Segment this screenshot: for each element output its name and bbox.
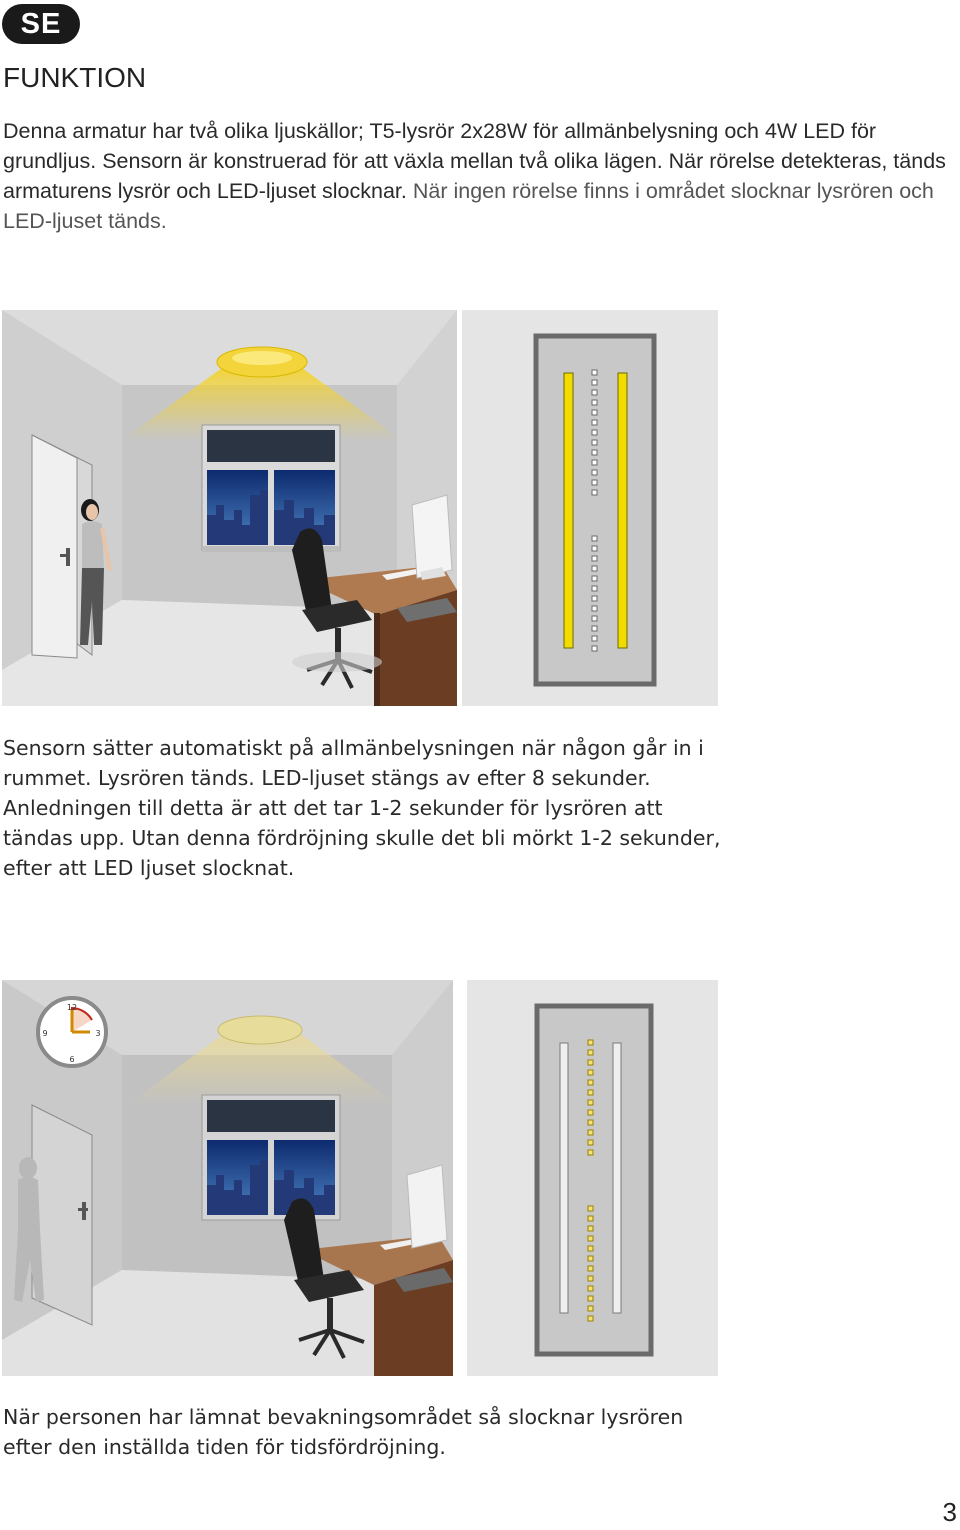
led-dot xyxy=(588,1216,593,1221)
page-heading: FUNKTION xyxy=(3,62,147,93)
clock-number-6: 6 xyxy=(69,1055,75,1064)
fluorescent-tube-left-off xyxy=(560,1043,568,1313)
led-dot xyxy=(588,1226,593,1231)
led-dot xyxy=(592,596,597,601)
led-dot xyxy=(592,460,597,465)
led-dot xyxy=(588,1276,593,1281)
led-dot xyxy=(588,1050,593,1055)
led-dot xyxy=(588,1306,593,1311)
intro-text-part1: Denna armatur har två olika ljuskällor; T5-lysrör 2x28W för allmänbelysning och 4W LED för grundljus. Sensorn är konstruerad för att växla mellan två olika lägen. När rörelse detekteras, tänds armaturens lysrör och LED-ljuset slocknar. xyxy=(3,119,946,203)
wall-clock xyxy=(38,998,106,1066)
window xyxy=(202,1095,340,1220)
page-number: 3 xyxy=(942,1497,957,1527)
led-dot xyxy=(592,536,597,541)
led-dot xyxy=(588,1236,593,1241)
led-dot xyxy=(592,576,597,581)
led-dot xyxy=(588,1040,593,1045)
led-dot xyxy=(588,1140,593,1145)
figure1-caption: Sensorn sätter automatiskt på allmänbelysningen när någon går in i rummet. Lysrören tänds. LED-ljuset stängs av efter 8 sekunder. Anledningen till detta är att det tar 1-2 sekunder för lysrören att tändas upp. Utan denna fördröjning skulle det bli mörkt 1-2 sekunder, efter att LED ljuset slocknat. xyxy=(3,736,721,880)
fluorescent-tube-right-on xyxy=(618,373,627,648)
led-dot xyxy=(588,1150,593,1155)
led-dot xyxy=(592,400,597,405)
led-dot xyxy=(592,586,597,591)
led-dot xyxy=(592,566,597,571)
led-dot xyxy=(592,646,597,651)
led-dot xyxy=(588,1110,593,1115)
luminaire-diagram-led-on xyxy=(467,980,718,1376)
led-dot xyxy=(588,1060,593,1065)
fluorescent-tube-right-off xyxy=(613,1043,621,1313)
led-dot xyxy=(588,1256,593,1261)
clock-number-12: 12 xyxy=(66,1003,78,1012)
figure2-caption: När personen har lämnat bevakningsområdet så slocknar lysrören efter den inställda tiden för tidsfördröjning. xyxy=(3,1405,684,1459)
computer-monitor xyxy=(412,495,452,580)
computer-monitor xyxy=(407,1165,447,1248)
led-dot xyxy=(592,480,597,485)
led-dot xyxy=(588,1286,593,1291)
led-dot xyxy=(592,450,597,455)
led-dot xyxy=(588,1246,593,1251)
clock-number-3: 3 xyxy=(95,1029,101,1038)
window xyxy=(202,425,340,552)
luminaire-diagram-tubes-on xyxy=(462,310,718,706)
led-dot xyxy=(588,1206,593,1211)
led-dot xyxy=(592,626,597,631)
led-dot xyxy=(592,546,597,551)
led-dot xyxy=(592,420,597,425)
led-dot xyxy=(592,370,597,375)
office-illustration-lights-on xyxy=(2,310,457,706)
clock-number-9: 9 xyxy=(42,1029,48,1038)
led-dot xyxy=(592,606,597,611)
led-dot xyxy=(592,636,597,641)
led-dot xyxy=(592,470,597,475)
led-dot xyxy=(592,556,597,561)
led-dot xyxy=(592,430,597,435)
led-dot xyxy=(588,1130,593,1135)
office-illustration-lights-off xyxy=(2,980,453,1376)
led-dot xyxy=(592,490,597,495)
led-dot xyxy=(592,380,597,385)
led-dot xyxy=(592,440,597,445)
led-dot xyxy=(588,1080,593,1085)
led-dot xyxy=(588,1266,593,1271)
intro-text-part2: När ingen rörelse finns i området slocknar lysrören och LED-ljuset tänds. xyxy=(3,179,934,233)
led-dot xyxy=(588,1120,593,1125)
led-dot xyxy=(592,410,597,415)
led-dot xyxy=(588,1316,593,1321)
led-dot xyxy=(588,1100,593,1105)
led-dot xyxy=(588,1070,593,1075)
led-dot xyxy=(588,1090,593,1095)
led-dot xyxy=(592,616,597,621)
language-badge xyxy=(2,4,80,44)
fluorescent-tube-left-on xyxy=(564,373,573,648)
language-badge-label: SE xyxy=(20,7,62,40)
ceiling-luminaire-dimmed xyxy=(218,1016,302,1044)
intro-paragraph xyxy=(3,116,958,236)
led-dot xyxy=(588,1296,593,1301)
led-dot xyxy=(592,390,597,395)
